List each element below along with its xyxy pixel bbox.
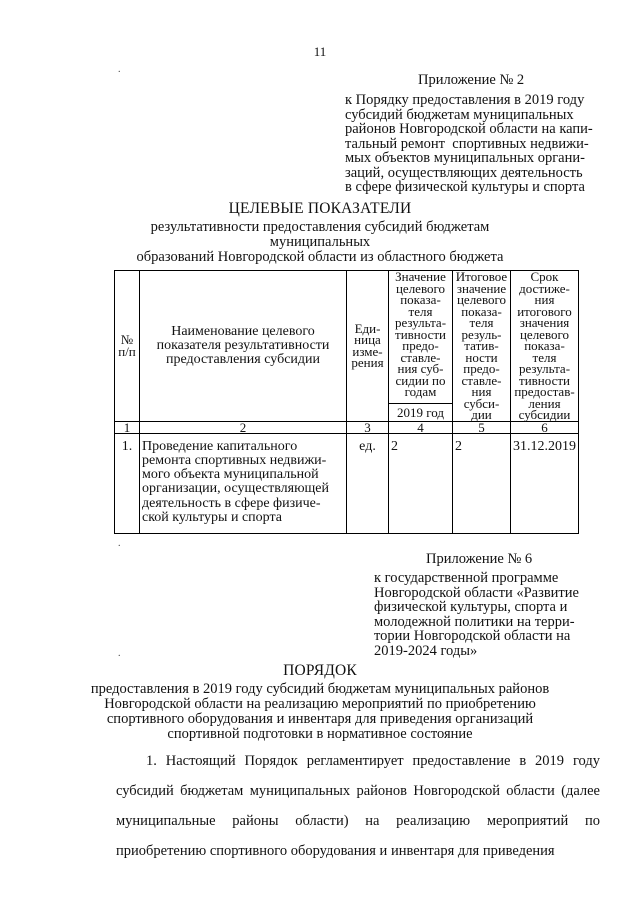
order-subtitle-line: спортивного оборудования и инвентаря для приведения организаций <box>106 711 534 727</box>
table-row <box>115 433 579 533</box>
order-subtitle-line: спортивной подготовки в нормативное состояние <box>167 726 473 742</box>
appendix2-line: к Порядку предоставления в 2019 году <box>345 92 585 108</box>
cell-total: 2 <box>453 433 511 533</box>
column-number: 4 <box>389 421 453 433</box>
order-subtitle-line: предоставления в 2019 году субсидий бюджетам муниципальных районов <box>90 681 550 697</box>
appendix6-line: тории Новгородской области на <box>374 628 571 644</box>
targets-title: ЦЕЛЕВЫЕ ПОКАЗАТЕЛИ <box>228 200 412 217</box>
appendix2-line: в сфере физической культуры и спорта <box>345 179 585 195</box>
targets-subtitle-line: результативности предоставления субсидий бюджетам муниципальных <box>150 219 490 250</box>
order-title: ПОРЯДОК <box>283 662 357 679</box>
appendix2-line: заций, осуществляющих деятельность <box>345 164 583 181</box>
order-paragraph <box>116 746 600 866</box>
header-name: Наименование целевого показателя результативности предоставления субсидии <box>140 271 347 422</box>
appendix2-line: районов Новгородской области на капи- <box>345 121 593 137</box>
appendix6-body <box>374 571 579 658</box>
column-number: 3 <box>347 421 389 433</box>
cell-value: 2 <box>389 433 453 533</box>
cell-num: 1. <box>115 433 140 533</box>
paragraph-text: 1. Настоящий Порядок регламентирует предоставление в 2019 году субсидий бюджетам муниципальных районов Новгородской области (далее муниципальные районы области) на реализацию мероприятий по приобретению спортивного оборудования и инвентаря для приведения <box>116 753 600 859</box>
header-num: № п/п <box>115 271 140 422</box>
appendix2-title: Приложение № 2 <box>418 72 525 88</box>
column-number: 6 <box>511 421 579 433</box>
margin-mark: . <box>118 538 121 549</box>
margin-mark: . <box>118 64 121 75</box>
appendix6-title: Приложение № 6 <box>426 551 533 567</box>
appendix6-line: 2019-2024 годы» <box>374 642 478 659</box>
header-value-year: 2019 год <box>389 404 453 421</box>
appendix2-body <box>345 93 593 195</box>
order-subtitle-line: Новгородской области на реализацию мероприятий по приобретению <box>104 696 536 712</box>
appendix6-line: молодежной политики на терри- <box>374 613 575 630</box>
appendix6-line: Новгородской области «Развитие <box>374 584 579 601</box>
margin-mark: . <box>118 648 121 659</box>
header-unit: Еди- ница изме- рения <box>347 271 389 422</box>
appendix6-line: к государственной программе <box>374 570 559 586</box>
targets-subtitle <box>100 220 540 265</box>
order-subtitle <box>90 682 550 742</box>
header-total: Итоговое значение целевого показа- теля резуль- татив- ности предо- ставле- ния субси- дии <box>453 271 511 422</box>
column-number: 5 <box>453 421 511 433</box>
appendix2-line: тальный ремонт спортивных недвижи- <box>345 135 589 152</box>
appendix2-line: субсидий бюджетам муниципальных <box>345 106 574 123</box>
target-indicators-table <box>114 270 579 534</box>
column-number: 2 <box>140 421 347 433</box>
page-number: 11 <box>313 44 327 59</box>
appendix2-line: мых объектов муниципальных органи- <box>345 150 585 166</box>
cell-name: Проведение капитального ремонта спортивных недвижи- мого объекта муниципальной организации, осуществляющей деятельность в сфере физиче- ской культуры и спорта <box>140 433 347 533</box>
column-number: 1 <box>115 421 140 433</box>
header-deadline: Срок достиже- ния итогового значения целевого показа- теля результа- тивности предостав- ления субсидии <box>511 271 579 422</box>
header-value: Значение целевого показа- теля результа- тивности предо- ставле- ния суб- сидии по годам <box>389 271 453 404</box>
cell-unit: ед. <box>347 433 389 533</box>
cell-deadline: 31.12.2019 <box>511 433 579 533</box>
appendix6-line: физической культуры, спорта и <box>374 599 568 615</box>
targets-subtitle-line: образований Новгородской области из областного бюджета <box>136 249 504 265</box>
